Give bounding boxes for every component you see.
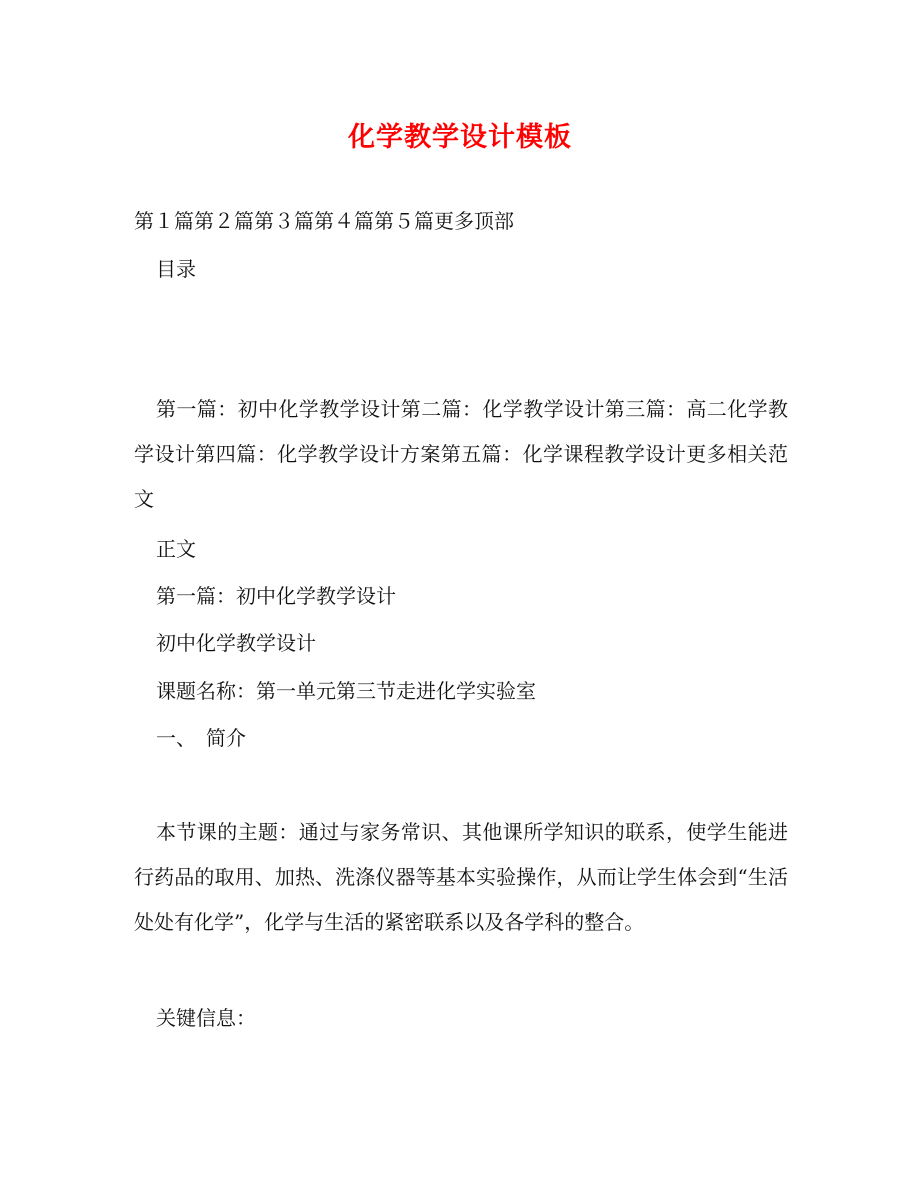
toc-heading: 目录 bbox=[156, 257, 196, 281]
toc-paragraph: 第一篇：初中化学教学设计第二篇：化学教学设计第三篇：高二化学教学设计第四篇：化学教学设计方案第五篇：化学课程教学设计更多相关范文 bbox=[134, 397, 788, 511]
key-info-heading: 关键信息： bbox=[156, 1006, 256, 1030]
document-title: 化学教学设计模板 bbox=[348, 122, 572, 153]
intro-heading: 一、 简介 bbox=[156, 726, 246, 750]
section-heading: 第一篇：初中化学教学设计 bbox=[156, 584, 396, 608]
intro-paragraph: 本节课的主题：通过与家务常识、其他课所学知识的联系，使学生能进行药品的取用、加热、洗涤仪器等基本实验操作，从而让学生体会到“生活处处有化学”，化学与生活的紧密联系以及各学科的整合。 bbox=[134, 820, 788, 934]
section-nav-line: 第１篇第２篇第３篇第４篇第５篇更多顶部 bbox=[134, 209, 514, 233]
subtitle-line: 初中化学教学设计 bbox=[156, 631, 316, 655]
body-heading: 正文 bbox=[156, 537, 196, 561]
lesson-name-line: 课题名称：第一单元第三节走进化学实验室 bbox=[156, 679, 536, 703]
